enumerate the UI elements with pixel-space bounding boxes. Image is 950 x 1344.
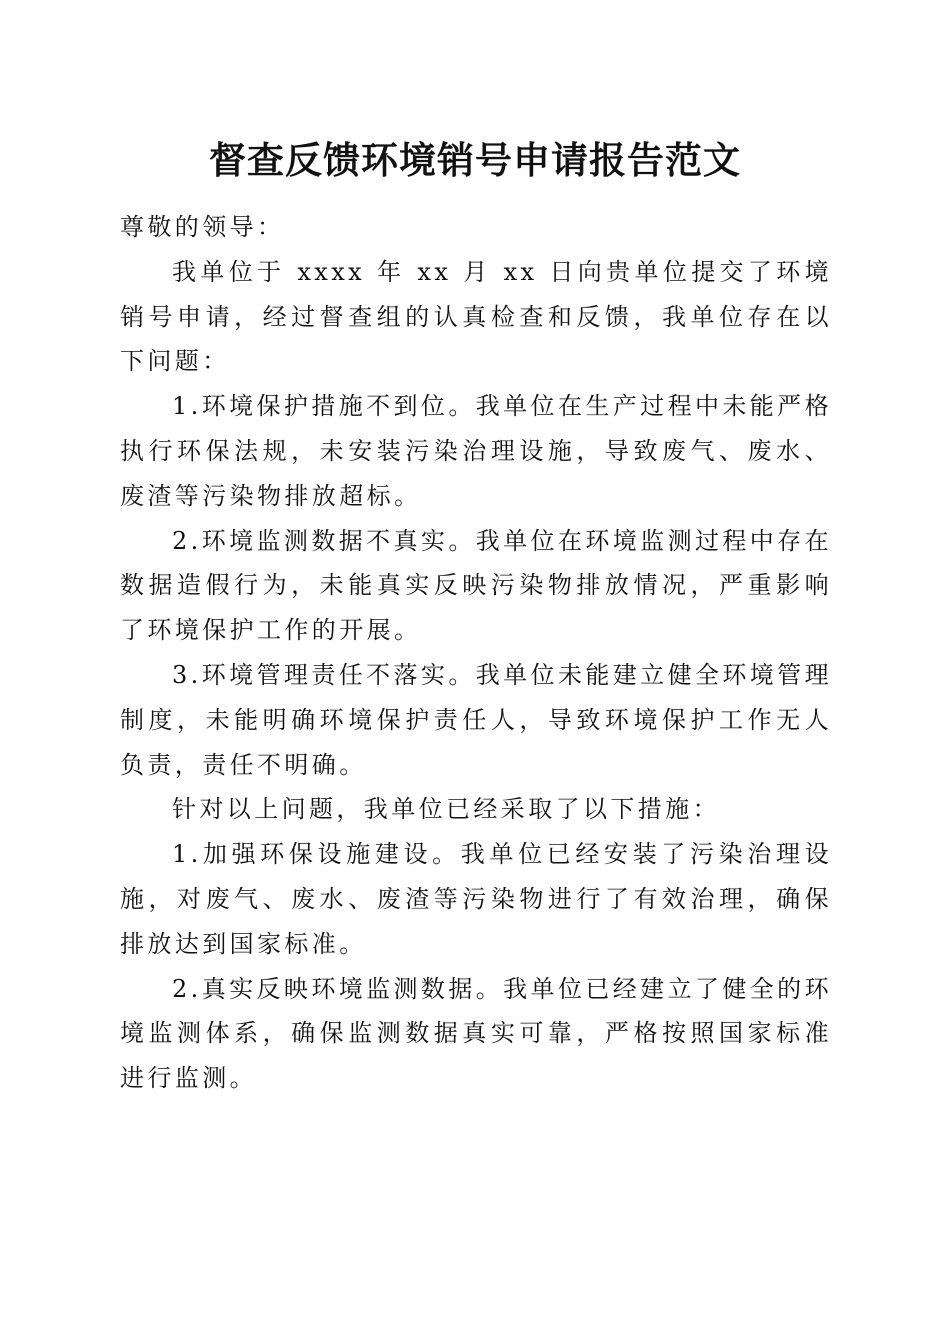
salutation: 尊敬的领导：: [120, 213, 285, 241]
paragraph-problem-1: 1.环境保护措施不到位。我单位在生产过程中未能严格执行环保法规，未安装污染治理设施，导致废气、废水、废渣等污染物排放超标。: [120, 392, 832, 510]
paragraph-problem-2: 2.环境监测数据不真实。我单位在环境监测过程中存在数据造假行为，未能真实反映污染物排放情况，严重影响了环境保护工作的开展。: [120, 526, 832, 645]
paragraph-measures-intro: 针对以上问题，我单位已经采取了以下措施：: [172, 795, 720, 824]
document-body: [120, 205, 832, 1101]
paragraph-intro: 我单位于 xxxx 年 xx 月 xx 日向贵单位提交了环境销号申请，经过督查组的认真检查和反馈，我单位存在以下问题：: [120, 257, 832, 376]
paragraph-measure-1: 1.加强环保设施建设。我单位已经安装了污染治理设施，对废气、废水、废渣等污染物进行了有效治理，确保排放达到国家标准。: [120, 840, 832, 958]
paragraph-measure-2: 2.真实反映环境监测数据。我单位已经建立了健全的环境监测体系，确保监测数据真实可靠，严格按照国家标准进行监测。: [120, 974, 832, 1093]
paragraph-problem-3: 3.环境管理责任不落实。我单位未能建立健全环境管理制度，未能明确环境保护责任人，导致环境保护工作无人负责，责任不明确。: [120, 660, 832, 779]
document-title: 督查反馈环境销号申请报告范文: [209, 138, 741, 182]
